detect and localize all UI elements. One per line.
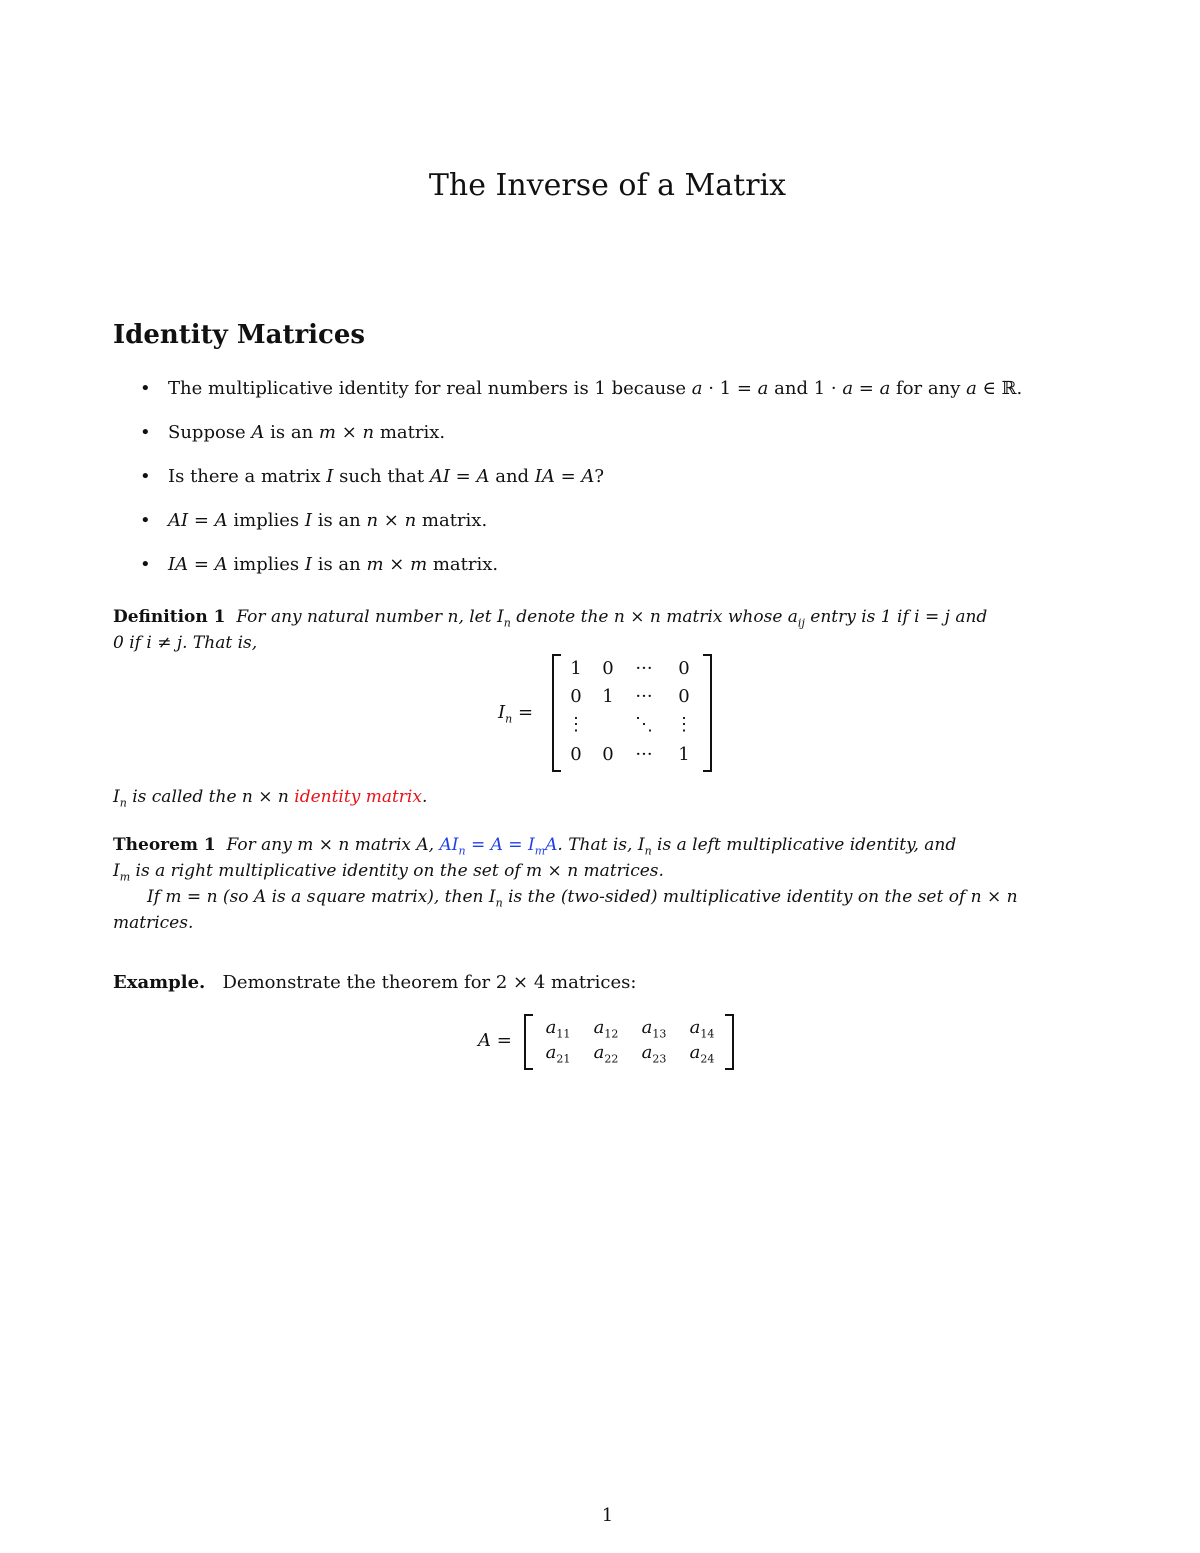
matrix-cell: 0	[678, 686, 690, 707]
matrix-cell: 0	[678, 658, 690, 679]
matrix-cell: 1	[602, 686, 614, 707]
matrix-cell: 0	[570, 686, 582, 707]
theorem-identity-equation: $AI_n = A = I_mA$	[439, 835, 558, 858]
matrix-cell: $a_{21}$	[545, 1042, 571, 1066]
matrix-cell: ···	[635, 686, 653, 707]
matrix-cell: 1	[678, 744, 690, 765]
example-text: Example. Demonstrate the theorem for 2 × 4 matrices:	[113, 972, 637, 993]
definition-text: Definition 1 For any natural number n, let $I_n$ denote the n × n matrix whose $a_{ij}$ entry is 1 if i = j and 0 if i ≠ j. That is,	[113, 607, 988, 653]
right-bracket	[725, 1014, 734, 1070]
right-bracket	[703, 654, 712, 772]
matrix-cell: $a_{23}$	[641, 1042, 667, 1066]
identity-matrix-note: $I_n$ is called the n × n identity matrix.	[113, 787, 428, 810]
matrix-cell: 0	[570, 744, 582, 765]
bullet-list	[140, 372, 1140, 592]
matrix-cell: ···	[635, 658, 653, 679]
left-bracket	[524, 1014, 533, 1070]
section-heading: Identity Matrices	[113, 320, 366, 350]
page-number: 1	[601, 1505, 614, 1526]
matrix-cell: ⋱	[635, 714, 653, 735]
matrix-cell: $a_{11}$	[545, 1017, 571, 1041]
list-item: • The multiplicative identity for real numbers is 1 because a · 1 = a and 1 · a = a for any a ∈ ℝ.	[140, 372, 1140, 416]
matrix-cell: 0	[602, 744, 614, 765]
definition-label: Definition 1	[113, 607, 226, 627]
matrix-cell: ⋮	[675, 714, 693, 735]
theorem-text: Theorem 1 For any m × n matrix A, $AI_n = A = I_mA$. That is, $I_n$ is a left multiplicative identity, and $I_m$ is a right multiplicative identity on the set of m × n matrices. If m = n (so A is a square matrix), then $I_n$ is the (two-sided) multiplicative identity on the set of n × n matrices.	[113, 835, 1018, 933]
matrix-cell: ⋮	[567, 714, 585, 735]
example-label: Example.	[113, 972, 206, 993]
matrix-cell: $a_{22}$	[593, 1042, 619, 1066]
matrix-cell: ···	[635, 744, 653, 765]
matrix-cell: $a_{24}$	[689, 1042, 715, 1066]
matrix-cell: 0	[602, 658, 614, 679]
identity-matrix-lhs: $I_n$ =	[498, 702, 534, 726]
page-title: The Inverse of a Matrix	[428, 168, 787, 203]
matrix-cell: $a_{13}$	[641, 1017, 667, 1041]
identity-matrix-term: identity matrix	[294, 787, 422, 807]
matrix-cell: $a_{12}$	[593, 1017, 619, 1041]
matrix-cell: $a_{14}$	[689, 1017, 715, 1041]
example-matrix	[524, 1014, 734, 1070]
theorem-label: Theorem 1	[113, 835, 216, 855]
list-item: • AI = A implies I is an n × n matrix.	[140, 504, 1140, 548]
list-item: • IA = A implies I is an m × m matrix.	[140, 548, 1140, 592]
identity-matrix	[552, 654, 712, 772]
list-item: • Is there a matrix I such that AI = A and IA = A?	[140, 460, 1140, 504]
example-matrix-lhs: A =	[478, 1030, 512, 1051]
list-item: • Suppose A is an m × n matrix.	[140, 416, 1140, 460]
matrix-cell: 1	[570, 658, 582, 679]
